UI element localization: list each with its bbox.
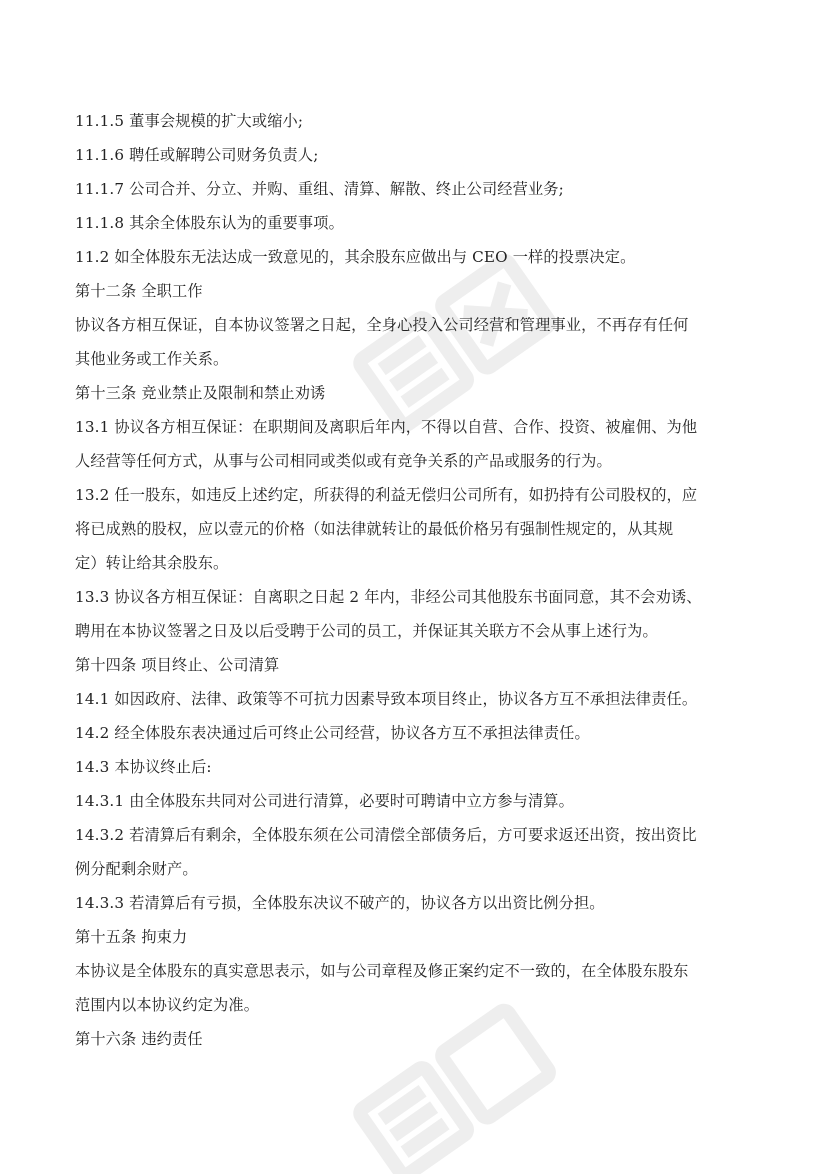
- text-line: 11.1.5 董事会规模的扩大或缩小;: [75, 112, 304, 130]
- text-line: 其他业务或工作关系。: [75, 350, 229, 368]
- text-line: 例分配剩余财产。: [75, 860, 198, 878]
- section-heading: 第十二条 全职工作: [75, 282, 203, 300]
- text-line: 11.1.8 其余全体股东认为的重要事项。: [75, 214, 344, 232]
- text-line: 14.3.1 由全体股东共同对公司进行清算，必要时可聘请中立方参与清算。: [75, 792, 574, 810]
- text-line: 13.3 协议各方相互保证：自离职之日起 2 年内，非经公司其他股东书面同意，其不会劝诱、: [75, 588, 702, 606]
- text-line: 14.3 本协议终止后:: [75, 758, 212, 776]
- section-heading: 第十五条 拘束力: [75, 928, 188, 946]
- section-heading: 第十六条 违约责任: [75, 1030, 203, 1048]
- text-line: 聘用在本协议签署之日及以后受聘于公司的员工，并保证其关联方不会从事上述行为。: [75, 622, 658, 640]
- text-line: 11.2 如全体股东无法达成一致意见的，其余股东应做出与 CEO 一样的投票决定。: [75, 248, 636, 266]
- text-line: 11.1.7 公司合并、分立、并购、重组、清算、解散、终止公司经营业务;: [75, 180, 564, 198]
- text-line: 11.1.6 聘任或解聘公司财务负责人;: [75, 146, 319, 164]
- text-line: 本协议是全体股东的真实意思表示，如与公司章程及修正案约定不一致的，在全体股东股东: [75, 962, 689, 980]
- text-line: 协议各方相互保证，自本协议签署之日起，全身心投入公司经营和管理事业，不再存有任何: [75, 316, 689, 334]
- text-line: 14.2 经全体股东表决通过后可终止公司经营，协议各方互不承担法律责任。: [75, 724, 590, 742]
- text-line: 定）转让给其余股东。: [75, 554, 229, 572]
- text-line: 14.3.2 若清算后有剩余，全体股东须在公司清偿全部债务后，方可要求返还出资，按出资比: [75, 826, 697, 844]
- section-heading: 第十四条 项目终止、公司清算: [75, 656, 280, 674]
- text-line: 13.1 协议各方相互保证：在职期间及离职后年内，不得以自营、合作、投资、被雇佣、为他: [75, 418, 698, 436]
- text-line: 14.3.3 若清算后有亏损，全体股东决议不破产的，协议各方以出资比例分担。: [75, 894, 605, 912]
- section-heading: 第十三条 竞业禁止及限制和禁止劝诱: [75, 384, 326, 402]
- text-line: 范围内以本协议约定为准。: [75, 996, 260, 1014]
- text-line: 14.1 如因政府、法律、政策等不可抗力因素导致本项目终止，协议各方互不承担法律责任。: [75, 690, 698, 708]
- text-line: 将已成熟的股权，应以壹元的价格（如法律就转让的最低价格另有强制性规定的，从其规: [75, 520, 674, 538]
- text-line: 13.2 任一股东，如违反上述约定，所获得的利益无偿归公司所有，如扔持有公司股权的，应: [75, 486, 698, 504]
- text-line: 人经营等任何方式，从事与公司相同或类似或有竞争关系的产品或服务的行为。: [75, 452, 612, 470]
- document-body: [75, 104, 765, 1056]
